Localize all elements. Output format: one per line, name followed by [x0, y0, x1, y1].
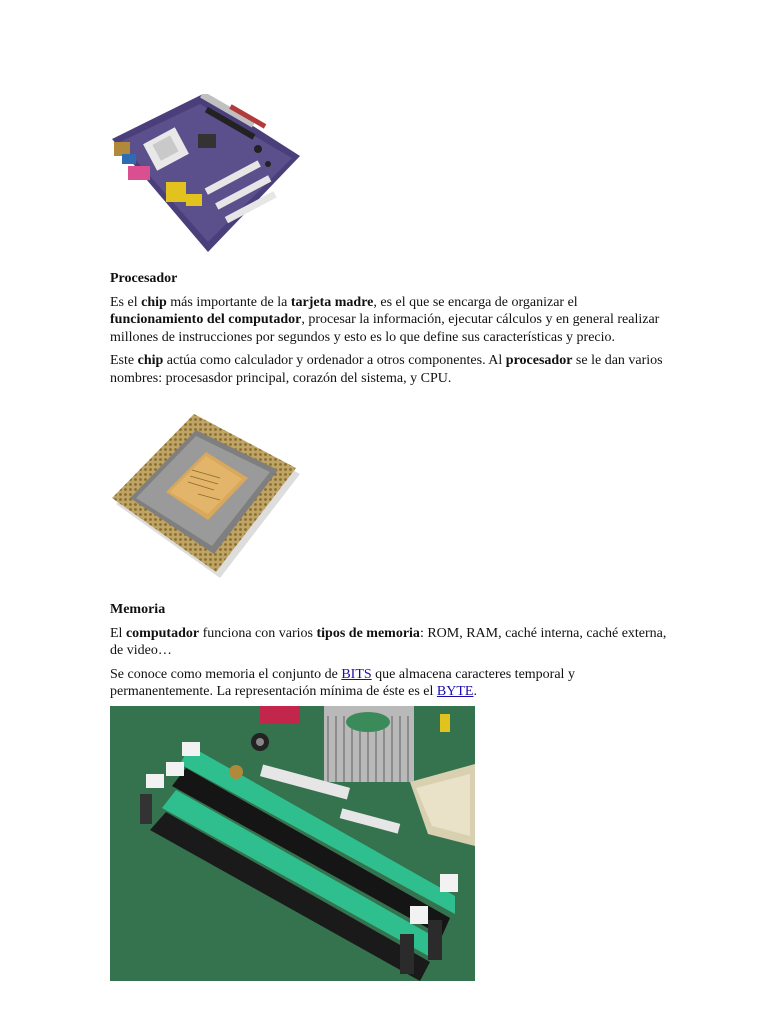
paragraph-memoria-1: El computador funciona con varios tipos de memoria: ROM, RAM, caché interna, caché externa, de video…: [110, 625, 667, 658]
paragraph-procesador-1: Es el chip más importante de la tarjeta madre, es el que se encarga de organizar el funcionamiento del computador, procesar la información, ejecutar cálculos y en general realizar millones de instrucciones por segundos y esto es lo que define sus características y precio.: [110, 294, 660, 345]
heading-memoria: Memoria: [110, 602, 166, 617]
ram-slots-image: [110, 706, 475, 981]
paragraph-memoria-2: Se conoce como memoria el conjunto de BITS que almacena caracteres temporal y permanentemente. La representación mínima de éste es el BYTE.: [110, 666, 575, 699]
motherboard-image: [108, 94, 304, 252]
section-memoria: [110, 601, 670, 701]
link-byte[interactable]: BYTE: [436, 684, 474, 699]
link-bits[interactable]: BITS: [341, 666, 372, 682]
paragraph-procesador-2: Este chip actúa como calculador y ordenador a otros componentes. Al procesador se le dan varios nombres: procesasdor principal, corazón del sistema, y CPU.: [110, 353, 663, 386]
section-procesador: [110, 270, 670, 387]
heading-procesador: Procesador: [110, 271, 178, 286]
cpu-chip-image: [108, 412, 304, 582]
